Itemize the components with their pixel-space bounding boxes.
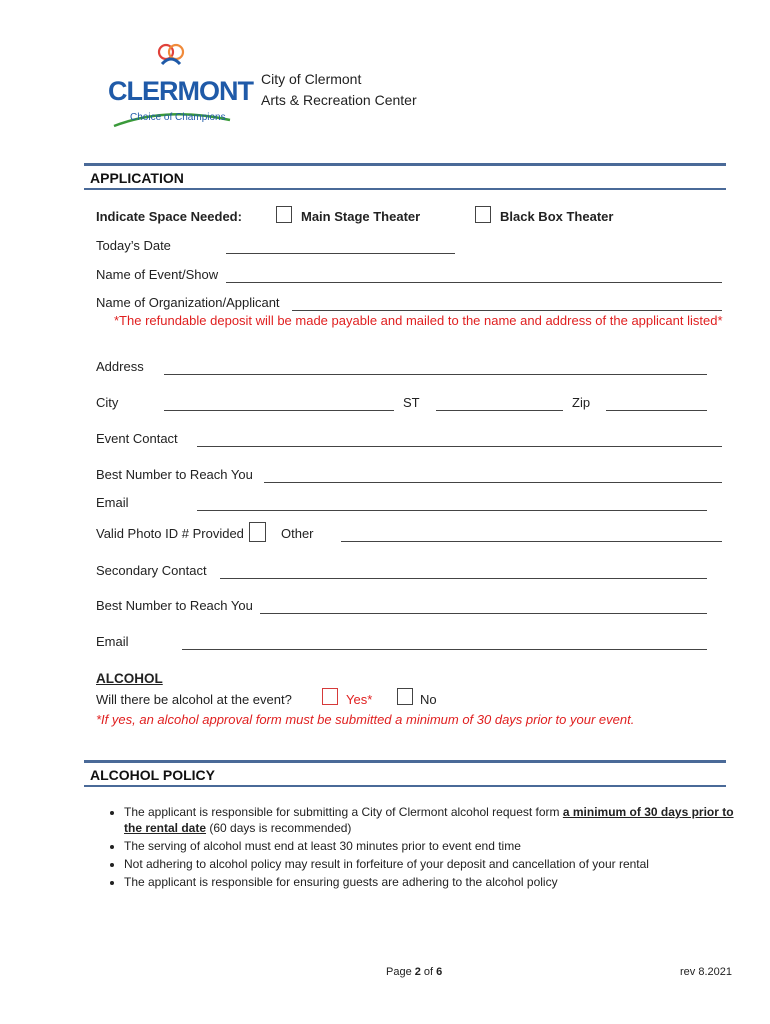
state-label: ST xyxy=(403,395,420,410)
secondary-contact-label: Secondary Contact xyxy=(96,563,207,578)
best-number-secondary-label: Best Number to Reach You xyxy=(96,598,253,613)
black-box-label: Black Box Theater xyxy=(500,209,614,224)
todays-date-field[interactable] xyxy=(226,253,455,254)
main-stage-checkbox[interactable] xyxy=(276,206,292,223)
alcohol-no-label: No xyxy=(420,692,437,707)
email-field[interactable] xyxy=(197,510,707,511)
alcohol-no-checkbox[interactable] xyxy=(397,688,413,705)
section-divider xyxy=(84,163,726,166)
policy-title: ALCOHOL POLICY xyxy=(90,767,215,783)
photo-id-checkbox[interactable] xyxy=(249,522,266,542)
section-divider xyxy=(84,760,726,763)
org-name-line1: City of Clermont xyxy=(261,71,362,87)
state-field[interactable] xyxy=(436,410,563,411)
policy-item: • The applicant is responsible for submitting a City of Clermont alcohol request form a minimum of 30 days prior to the rental date (60 days is recommended) xyxy=(124,804,754,836)
logo-tagline: Choice of Champions xyxy=(130,112,226,123)
event-name-label: Name of Event/Show xyxy=(96,267,219,282)
zip-field[interactable] xyxy=(606,410,707,411)
todays-date-label: Today’s Date xyxy=(96,238,171,253)
address-label: Address xyxy=(96,359,144,374)
email-secondary-field[interactable] xyxy=(182,649,707,650)
event-contact-field[interactable] xyxy=(197,446,722,447)
other-label: Other xyxy=(281,526,314,541)
application-title: APPLICATION xyxy=(90,170,184,186)
alcohol-note: *If yes, an alcohol approval form must be submitted a minimum of 30 days prior to your event. xyxy=(96,712,635,727)
photo-id-label: Valid Photo ID # Provided xyxy=(96,526,244,541)
org-name-label: Name of Organization/Applicant xyxy=(96,295,280,310)
alcohol-yes-label: Yes* xyxy=(346,692,373,707)
black-box-checkbox[interactable] xyxy=(475,206,491,223)
secondary-contact-field[interactable] xyxy=(220,578,707,579)
alcohol-question: Will there be alcohol at the event? xyxy=(96,692,292,707)
space-needed-label: Indicate Space Needed: xyxy=(96,209,242,224)
page-number: Page 2 of 6 xyxy=(386,966,443,978)
event-name-field[interactable] xyxy=(226,282,722,283)
alcohol-heading: ALCOHOL xyxy=(96,671,163,686)
logo-wordmark: CLERMONT xyxy=(108,76,253,106)
city-field[interactable] xyxy=(164,410,394,411)
address-field[interactable] xyxy=(164,374,707,375)
section-divider xyxy=(84,188,726,190)
alcohol-yes-checkbox[interactable] xyxy=(322,688,338,705)
deposit-note: *The refundable deposit will be made payable and mailed to the name and address of the applicant listed* xyxy=(114,313,723,328)
policy-list xyxy=(96,804,754,892)
revision-label: rev 8.2021 xyxy=(680,966,732,978)
city-label: City xyxy=(96,395,119,410)
org-name-field[interactable] xyxy=(292,310,722,311)
best-number-label: Best Number to Reach You xyxy=(96,467,253,482)
policy-item: • The applicant is responsible for ensuring guests are adhering to the alcohol policy xyxy=(124,874,754,890)
section-divider xyxy=(84,785,726,787)
policy-item: • Not adhering to alcohol policy may result in forfeiture of your deposit and cancellation of your rental xyxy=(124,856,754,872)
event-contact-label: Event Contact xyxy=(96,431,178,446)
policy-item: • The serving of alcohol must end at least 30 minutes prior to event end time xyxy=(124,838,754,854)
email-secondary-label: Email xyxy=(96,634,129,649)
best-number-secondary-field[interactable] xyxy=(260,613,707,614)
org-name-line2: Arts & Recreation Center xyxy=(261,92,417,108)
best-number-field[interactable] xyxy=(264,482,722,483)
email-label: Email xyxy=(96,495,129,510)
other-field[interactable] xyxy=(341,541,722,542)
main-stage-label: Main Stage Theater xyxy=(301,209,421,224)
zip-label: Zip xyxy=(572,395,591,410)
city-logo xyxy=(106,40,253,130)
